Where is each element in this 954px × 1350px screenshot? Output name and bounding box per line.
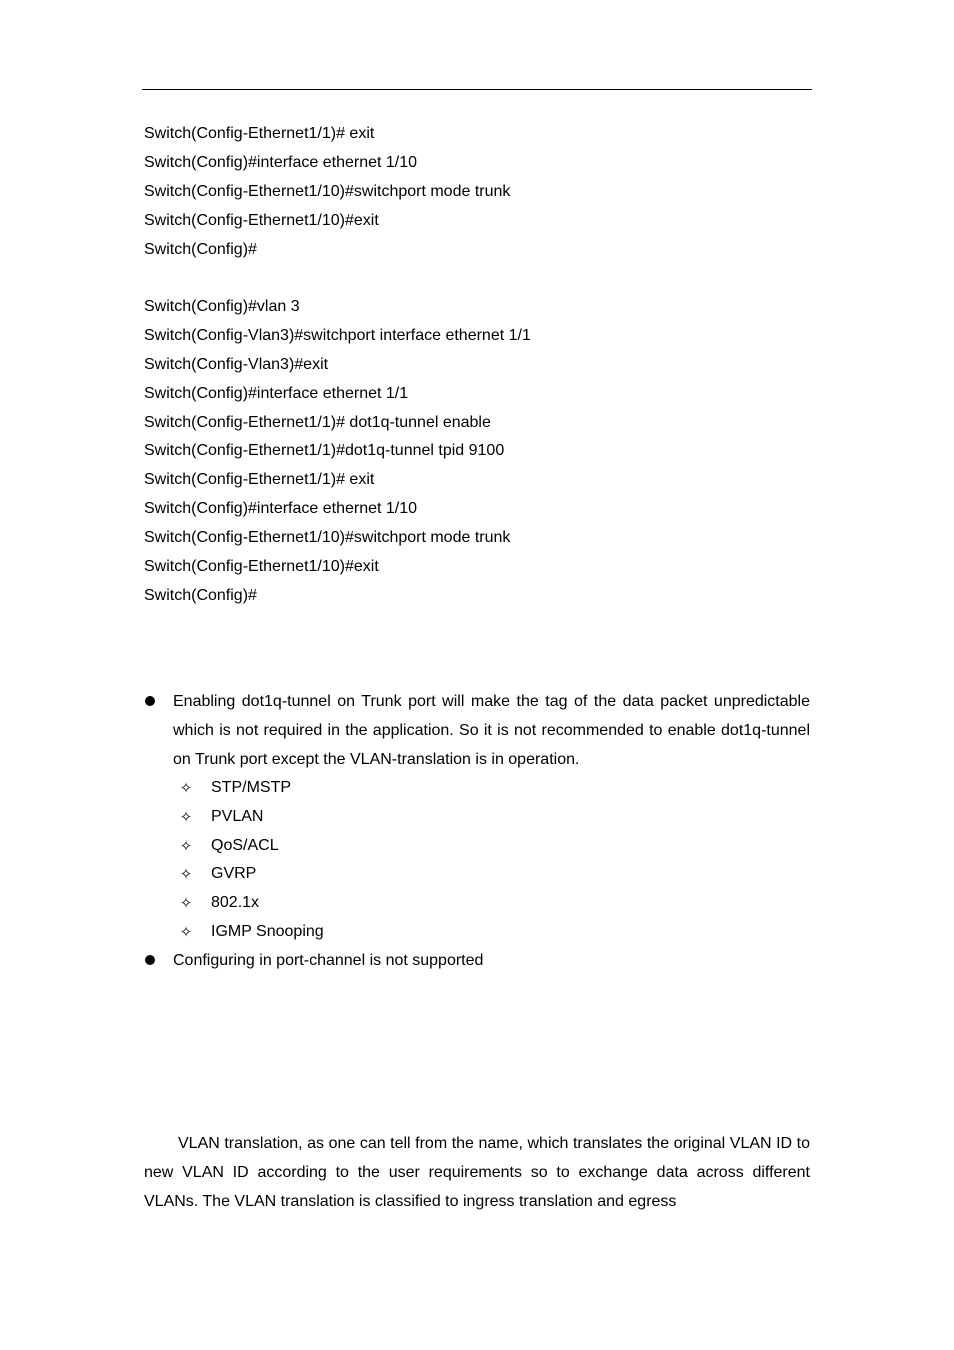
diamond-bullet-icon: ✧ (179, 922, 193, 941)
vlan-translation-paragraph: VLAN translation, as one can tell from the name, which translates the original VLAN ID to new VLAN ID according to the user requirements so to exchange data across different VLANs. The VLAN translation is classified to ingress translation and egress (144, 1135, 810, 1210)
diamond-bullet-icon: ✧ (179, 807, 193, 826)
code-block-1 (144, 120, 812, 264)
code-line: Switch(Config)# (144, 586, 257, 604)
list-item-label: IGMP Snooping (211, 922, 324, 940)
code-line: Switch(Config)#vlan 3 (144, 298, 300, 315)
code-line: Switch(Config-Ethernet1/10)#exit (144, 558, 379, 576)
code-line: Switch(Config-Ethernet1/1)#dot1q-tunnel tpid 9100 (144, 442, 505, 460)
code-line: Switch(Config-Ethernet1/1)# exit (144, 471, 375, 489)
bullet-dot-icon (145, 955, 155, 965)
unsupported-features-list (178, 774, 578, 947)
code-line: Switch(Config)# (144, 240, 257, 258)
list-item (178, 889, 578, 918)
code-line: Switch(Config)#interface ethernet 1/10 (144, 500, 418, 518)
code-line: Switch(Config-Ethernet1/10)#switchport mode trunk (144, 182, 511, 200)
code-line: Switch(Config-Ethernet1/1)# dot1q-tunnel enable (144, 413, 491, 431)
note-bullet-2 (144, 947, 810, 976)
note-text: Configuring in port-channel is not supported (173, 952, 484, 969)
note-bullet-1 (144, 688, 810, 774)
code-block-2 (144, 293, 812, 611)
code-line: Switch(Config)#interface ethernet 1/10 (144, 153, 418, 171)
note-text: Enabling dot1q-tunnel on Trunk port will make the tag of the data packet unpredictable which is not required in the application. So it is not recommended to enable dot1q-tunnel on Trunk port except the VLAN-translation is in operation. (173, 693, 810, 768)
list-item (178, 803, 578, 832)
list-item (178, 832, 578, 861)
list-item (178, 860, 578, 889)
code-line: Switch(Config-Vlan3)#exit (144, 355, 329, 373)
list-item-label: GVRP (211, 865, 257, 883)
diamond-bullet-icon: ✧ (179, 865, 193, 884)
list-item-label: STP/MSTP (211, 779, 292, 796)
diamond-bullet-icon: ✧ (179, 779, 193, 797)
diamond-bullet-icon: ✧ (179, 836, 193, 855)
code-line: Switch(Config-Ethernet1/1)# exit (144, 125, 375, 142)
list-item-label: QoS/ACL (211, 836, 279, 854)
diamond-bullet-icon: ✧ (179, 894, 193, 913)
code-line: Switch(Config)#interface ethernet 1/1 (144, 384, 409, 402)
code-line: Switch(Config-Vlan3)#switchport interface ethernet 1/1 (144, 326, 531, 344)
list-item-label: 802.1x (211, 894, 260, 912)
bullet-dot-icon (145, 696, 155, 706)
list-item-label: PVLAN (211, 807, 264, 825)
list-item (178, 918, 578, 947)
code-line: Switch(Config-Ethernet1/10)#switchport mode trunk (144, 529, 511, 547)
code-line: Switch(Config-Ethernet1/10)#exit (144, 211, 379, 229)
list-item (178, 774, 578, 803)
header-rule (142, 89, 812, 90)
